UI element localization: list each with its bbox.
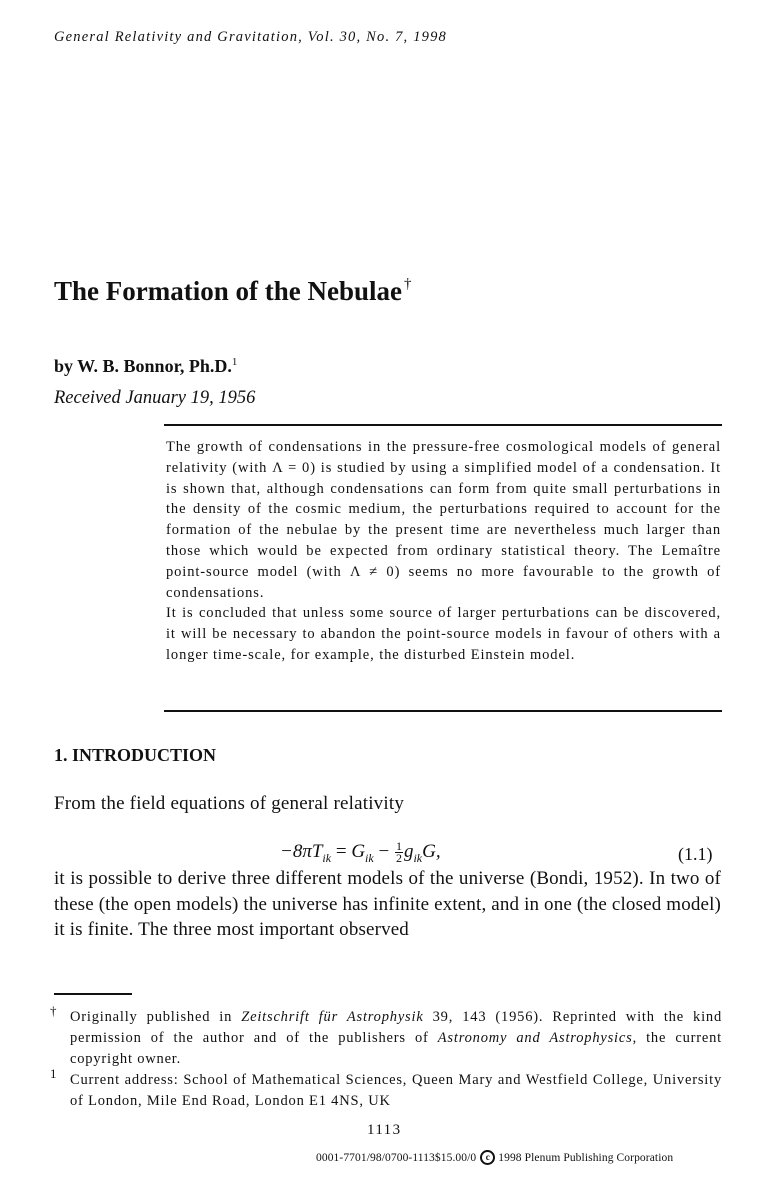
equation-number: (1.1) — [678, 844, 713, 864]
abstract — [166, 437, 721, 666]
title-text: The Formation of the Nebulae — [54, 276, 402, 306]
author-name: by W. B. Bonnor, Ph.D. — [54, 356, 232, 376]
copyright-c-icon: c — [480, 1150, 495, 1165]
author-footnote-mark[interactable]: 1 — [231, 356, 238, 368]
eq-lhs-sub: ik — [322, 850, 332, 865]
eq-frac-den: 2 — [395, 851, 402, 866]
footnote-dagger — [50, 1003, 722, 1070]
eq-g1: G — [351, 841, 366, 862]
eq-g2-sub: ik — [413, 850, 423, 865]
running-head: General Relativity and Gravitation, Vol. 30, No. 7, 1998 — [54, 29, 448, 45]
footnote-publisher: Astronomy and Astrophysics — [437, 1030, 633, 1046]
footnote-text: 39, 143 (1956). Reprinted with the kind permission of the author and of the publishers of — [70, 1009, 722, 1046]
eq-minus: − — [373, 841, 394, 862]
copyright-line — [316, 1150, 673, 1165]
footnote-text: Originally published in — [70, 1009, 242, 1025]
abstract-paragraph-1: The growth of condensations in the pressure-free cosmological models of general relativity (with Λ = 0) is studied by using a simplified model of a condensation. It is shown that, although condensations can form from quite small perturbations in the density of the cosmic medium, the perturbations required to account for the formation of the nebulae by the present time are nevertheless much larger than those which would be expected from ordinary statistical theory. The Lemaître point-source model (with Λ ≠ 0) seems no more favourable to the growth of condensations. — [166, 439, 721, 601]
footnote-mark: 1 — [50, 1066, 58, 1081]
footnotes — [50, 1003, 722, 1112]
eq-g1-sub: ik — [365, 850, 374, 865]
footnote-text: , the current copyright owner. — [70, 1030, 722, 1067]
received-date: Received January 19, 1956 — [54, 388, 256, 408]
equation-1-1 — [280, 841, 441, 866]
footnote-1 — [50, 1066, 722, 1112]
section-heading: 1. INTRODUCTION — [54, 745, 217, 765]
title-footnote-mark[interactable]: † — [403, 276, 412, 292]
footnote-rule — [54, 993, 132, 995]
author-byline — [54, 356, 237, 377]
eq-equals: = — [331, 841, 352, 862]
abstract-paragraph-2: It is concluded that unless some source of larger perturbations can be discovered, it will be necessary to abandon the point-source models in favour of others with a longer time-scale, for example, the disturbed Einstein model. — [166, 605, 721, 663]
footnote-mark: † — [50, 1003, 58, 1018]
eq-lhs: −8πT — [280, 841, 323, 862]
page-number: 1113 — [367, 1122, 402, 1138]
footnote-text: Current address: School of Mathematical Sciences, Queen Mary and Westfield College, University of London, Mile End Road, London E1 4NS, UK — [70, 1072, 722, 1109]
body-intro-line: From the field equations of general relativity — [54, 793, 405, 814]
copyright-publisher: 1998 Plenum Publishing Corporation — [498, 1152, 674, 1164]
abstract-top-rule — [164, 424, 722, 426]
article-code: 0001-7701/98/0700-1113$15.00/0 — [316, 1152, 477, 1164]
abstract-bottom-rule — [164, 710, 722, 712]
footnote-source: Zeitschrift für Astrophysik — [241, 1009, 424, 1025]
paper-title — [54, 276, 411, 307]
eq-frac-num: 1 — [395, 839, 402, 854]
eq-fraction — [395, 841, 403, 864]
eq-tail: G, — [422, 841, 441, 862]
body-paragraph: it is possible to derive three different models of the universe (Bondi, 1952). In two of these (the open models) the universe has infinite extent, and in one (the closed model) it is finite. The three most important observed — [54, 868, 721, 940]
eq-g2: g — [403, 841, 414, 862]
